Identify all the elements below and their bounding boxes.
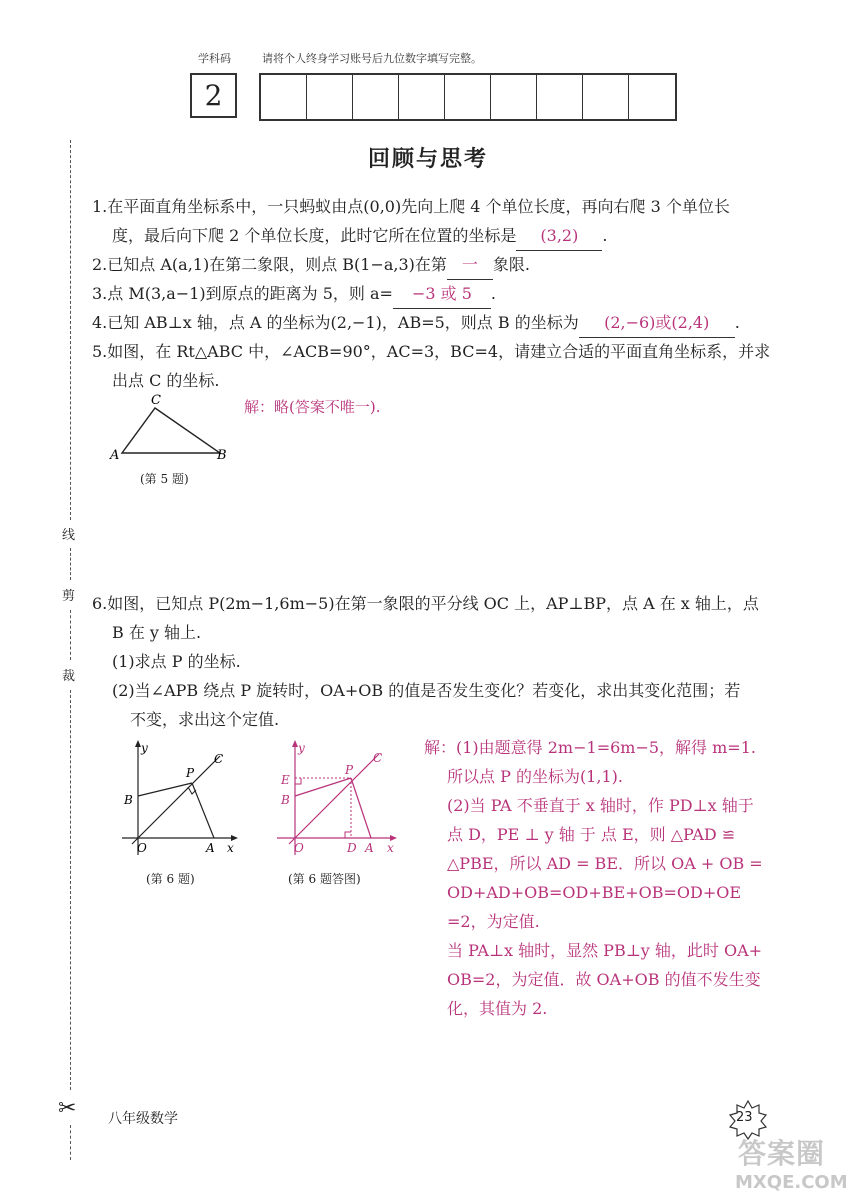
id-cell[interactable] [399,75,445,119]
q5-answer: 解：略(答案不唯一). [244,398,381,416]
bisector-oc [132,756,220,844]
margin-char-cut: 剪 [62,589,76,604]
e-label: E [281,773,290,787]
id-cell[interactable] [445,75,491,119]
q3 [92,280,496,309]
right-angle-d [345,832,351,838]
q1-text: 度，最后向下爬 2 个单位长度，此时它所在位置的坐标是 [112,226,517,245]
id-cell[interactable] [307,75,353,119]
q5-line2: 出点 C 的坐标. [112,371,220,390]
cut-line-segment [70,548,71,580]
o-label: O [137,841,147,855]
segment-bp [295,778,351,796]
y-label: y [298,741,305,755]
right-angle-e [295,778,301,784]
solution-line: OB=2，为定值．故 OA+OB 的值不发生变 [447,970,761,989]
y-label: y [141,741,148,755]
p-label: P [345,763,354,777]
c-label: C [373,751,383,765]
q1-line2 [112,222,607,251]
subject-code-box[interactable]: 2 [190,73,237,118]
q4-answer: (2,−6)或(2,4) [579,309,735,338]
q6-line1: 6.如图，已知点 P(2m−1,6m−5)在第一象限的平分线 OC 上，AP⊥BP，点 A 在 x 轴上，点 [92,594,759,613]
solution-line: 当 PA⊥x 轴时，显然 PB⊥y 轴，此时 OA+ [447,941,763,960]
id-cell[interactable] [583,75,629,119]
q6-part1: (1)求点 P 的坐标. [112,652,241,671]
q6-answer-caption: (第 6 题答图) [288,872,361,886]
q3-answer: −3 或 5 [393,280,491,309]
segment-bp [138,783,192,796]
solution-line: 化，其值为 2. [447,999,548,1018]
solution-line: (2)当 PA 不垂直于 x 轴时，作 PD⊥x 轴于 [447,796,754,815]
book-title: 八年级数学 [108,1111,178,1127]
q3-text: 3.点 M(3,a−1)到原点的距离为 5，则 a= [92,284,393,303]
q5-line1: 5.如图，在 Rt△ABC 中，∠ACB=90°，AC=3，BC=4，请建立合适的平面直角坐标系，并求 [92,342,771,361]
solution-line: 点 D，PE ⊥ y 轴 于 点 E，则 △PAD ≌ [447,825,736,844]
watermark-logo: 答案圈 [738,1137,826,1170]
cut-line-segment [70,610,71,660]
q2-end: 象限. [492,255,531,274]
id-cell[interactable] [491,75,537,119]
q2-answer: 一 [447,251,493,280]
q2 [92,251,530,280]
x-label: x [227,841,234,855]
p-label: P [186,766,195,780]
watermark-url: MXQE.COM [735,1172,848,1193]
cut-line-top [70,140,71,520]
page-title: 回顾与思考 [368,146,489,172]
q1-answer: (3,2) [516,222,602,251]
id-cell[interactable] [537,75,583,119]
q6-caption: (第 6 题) [146,872,195,886]
q3-end: . [490,284,497,303]
point-a-label: A [110,448,120,463]
account-id-grid [259,73,677,121]
page-number: 23 [736,1110,753,1125]
segment-pa [351,778,371,838]
id-cell[interactable] [261,75,307,119]
id-cell[interactable] [629,75,675,119]
scissors-icon: ✂ [58,1096,77,1121]
q5-caption: (第 5 题) [140,472,189,486]
q6-part2-line1: (2)当∠APB 绕点 P 旋转时，OA+OB 的值是否发生变化？若变化，求出其变化范围；若 [112,681,741,700]
right-angle-mark [188,787,196,794]
q4-text: 4.已知 AB⊥x 轴，点 A 的坐标为(2,−1)，AB=5，则点 B 的坐标为 [92,313,579,332]
solution-line: 解：(1)由题意得 2m−1=6m−5，解得 m=1. [424,738,756,757]
point-c-label: C [151,393,161,408]
q6-figure [110,738,245,863]
bisector-oc [289,754,379,844]
solution-line: △PBE，所以 AD = BE．所以 OA + OB = [447,854,763,873]
cut-line-end [70,1125,71,1160]
q1-line1: 1.在平面直角坐标系中，一只蚂蚁由点(0,0)先向上爬 4 个单位长度，再向右爬 3 个单位长 [92,197,730,216]
o-label: O [294,841,304,855]
q6-part2-line2: 不变，求出这个定值. [130,710,280,729]
c-label: C [214,752,224,766]
cut-line-bottom [70,690,71,1090]
id-cell[interactable] [353,75,399,119]
q4-end: . [734,313,740,332]
margin-char-crop: 裁 [62,669,76,684]
solution-line: 所以点 P 的坐标为(1,1). [447,767,623,786]
q6-answer-figure [265,738,405,863]
point-b-label: B [217,448,227,463]
q2-text: 2.已知点 A(a,1)在第二象限，则点 B(1−a,3)在第 [92,255,447,274]
margin-char-line: 线 [62,528,76,543]
a-label: A [206,841,215,855]
q5-figure [105,390,235,465]
d-label: D [347,841,357,855]
q1-end: . [602,226,608,245]
solution-line: OD+AD+OB=OD+BE+OB=OD+OE [447,883,742,902]
q4 [92,309,740,338]
b-label: B [124,793,133,807]
b-label: B [281,793,290,807]
triangle-abc [122,408,220,453]
a-label: A [365,841,374,855]
subject-code-label: 学科码 [198,52,231,65]
instruction-text: 请将个人终身学习账号后九位数字填写完整。 [262,52,482,65]
x-label: x [387,841,394,855]
q6-line2: B 在 y 轴上. [112,623,202,642]
solution-line: =2，为定值. [447,912,540,931]
